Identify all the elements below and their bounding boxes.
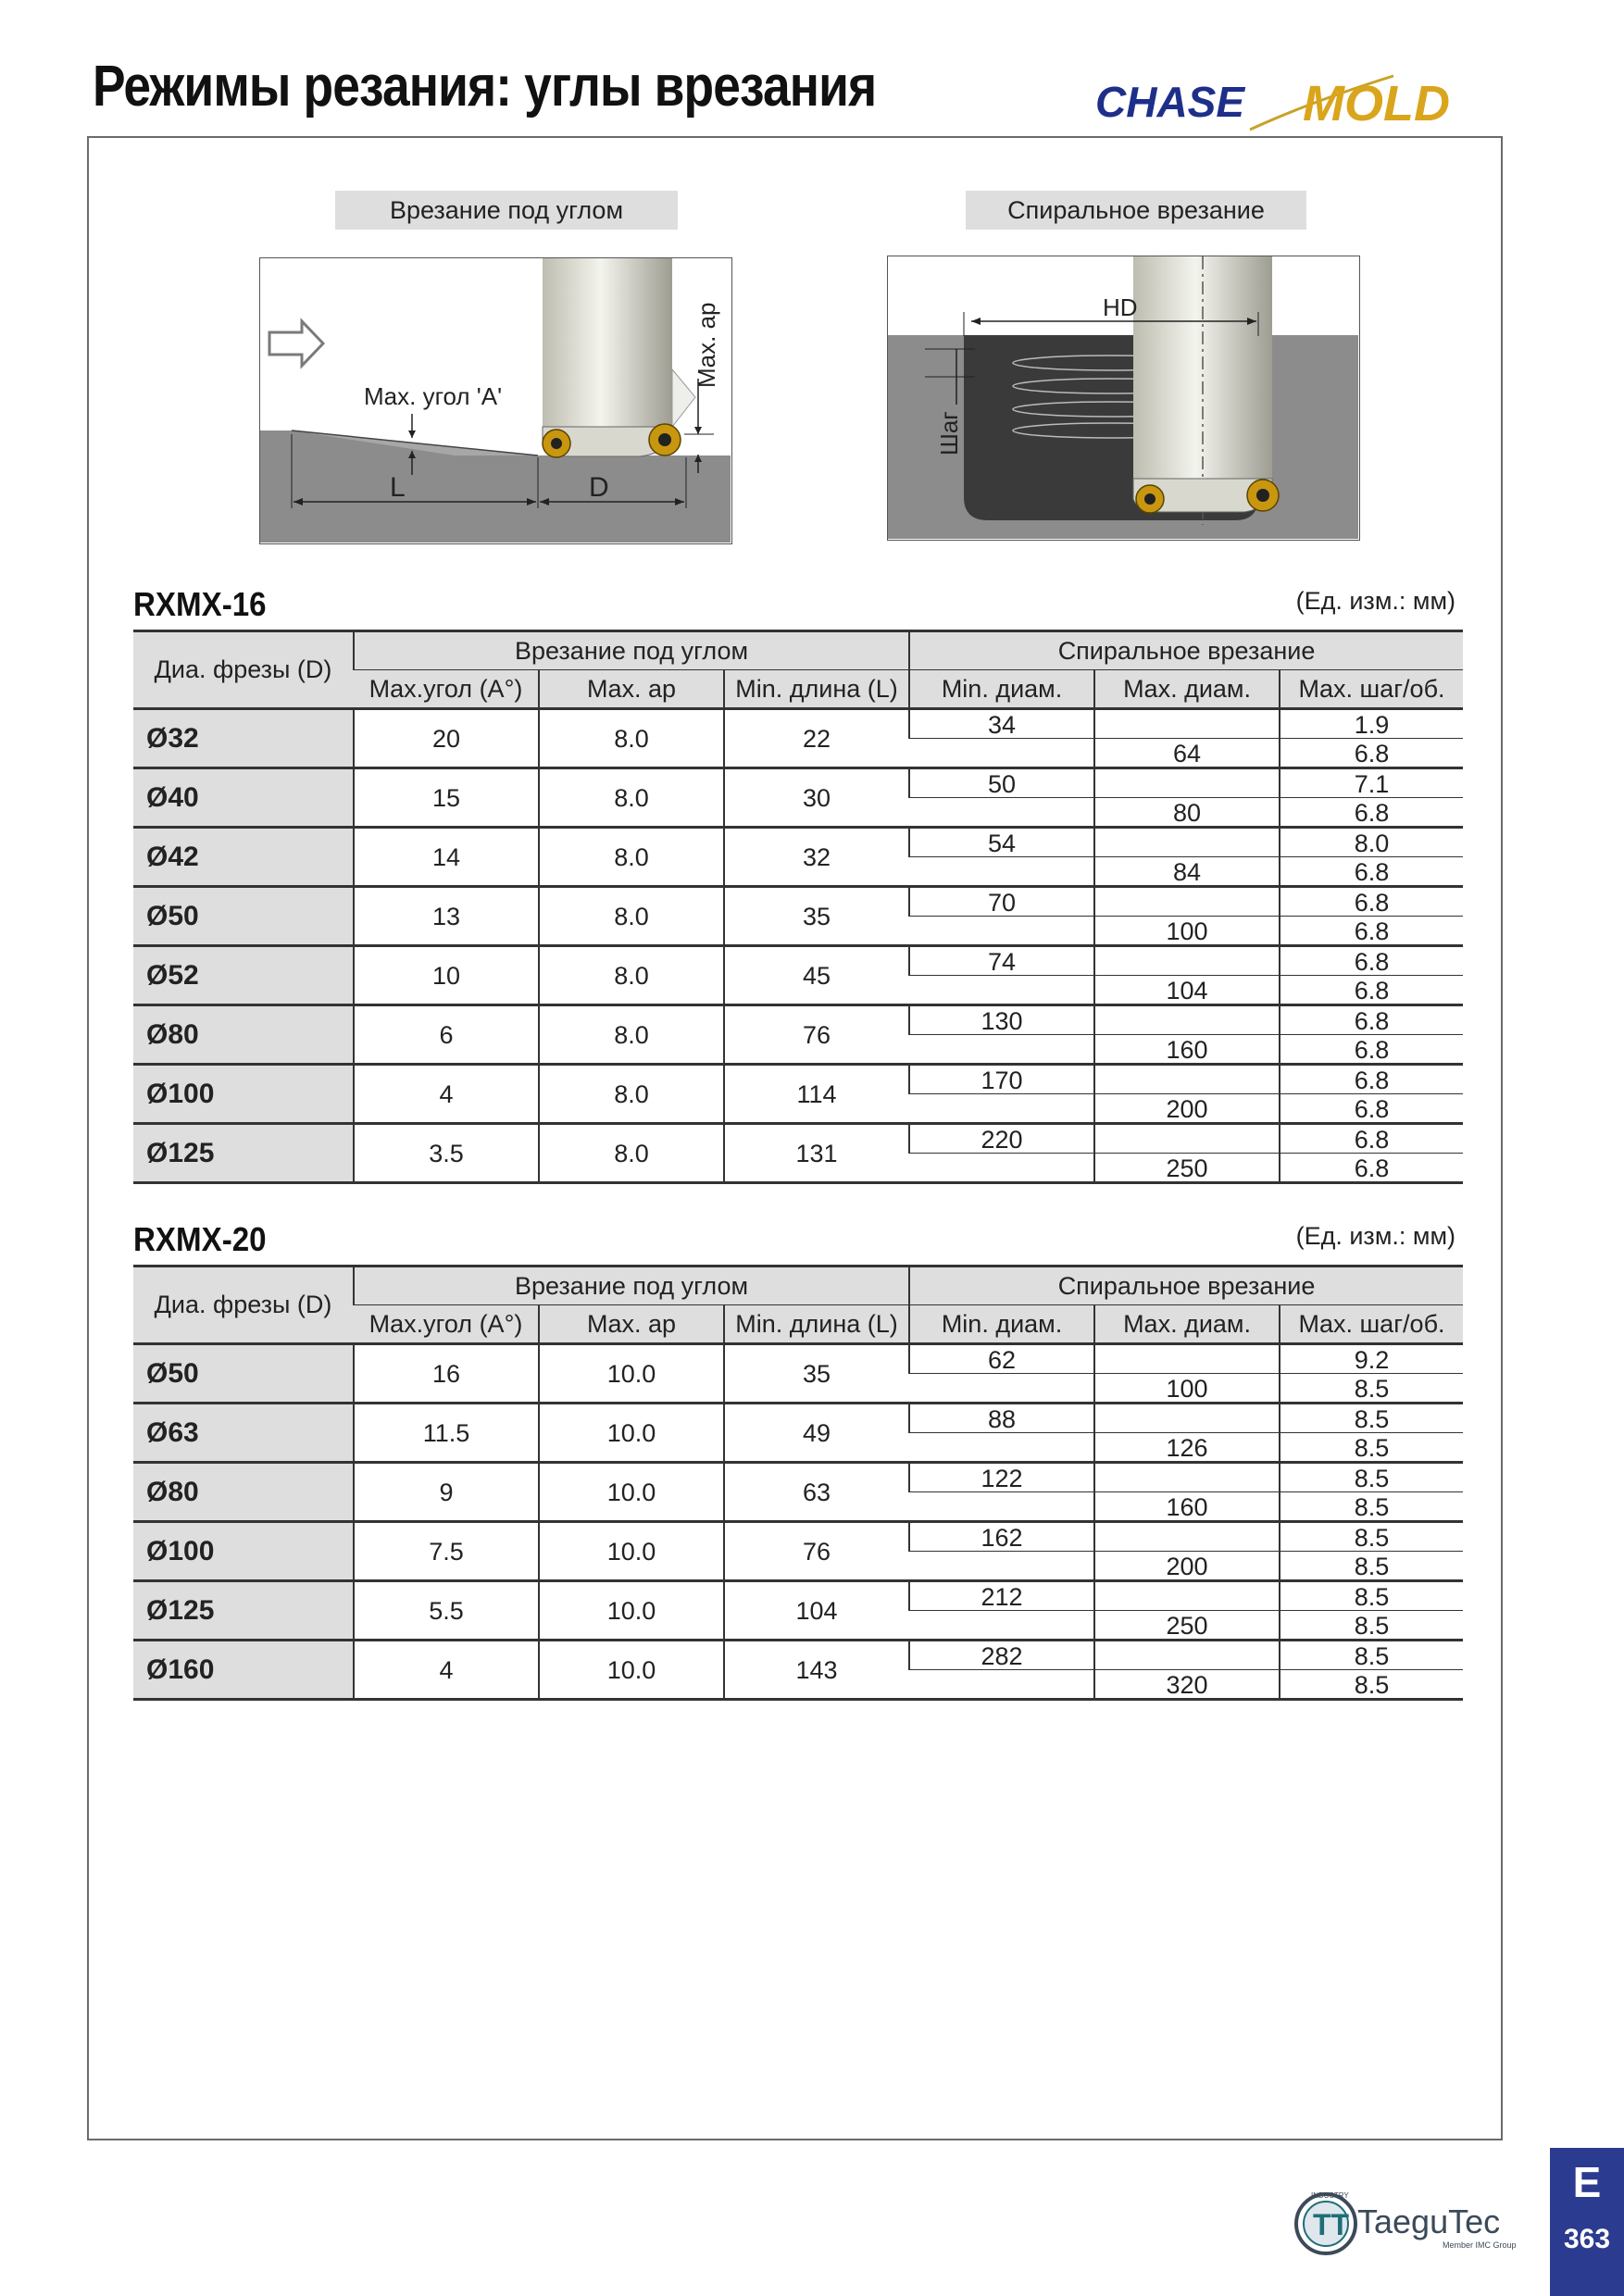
cell-min-dia-empty bbox=[909, 1492, 1094, 1522]
cell-min-length: 32 bbox=[724, 828, 909, 887]
cell-max-angle: 9 bbox=[354, 1463, 539, 1522]
units-note: (Ед. изм.: мм) bbox=[1295, 587, 1455, 615]
cell-pitch-at-min: 8.5 bbox=[1280, 1522, 1463, 1552]
pitch-label: Шаг bbox=[935, 411, 963, 455]
cell-diameter: Ø50 bbox=[133, 1344, 354, 1404]
cell-max-dia: 160 bbox=[1094, 1492, 1280, 1522]
cell-pitch-at-max: 6.8 bbox=[1280, 739, 1463, 768]
cell-max-angle: 20 bbox=[354, 709, 539, 768]
cell-max-dia-empty bbox=[1094, 1124, 1280, 1154]
cell-min-dia-empty bbox=[909, 1611, 1094, 1641]
brand-part1: CHASE bbox=[1095, 78, 1245, 126]
cell-pitch-at-max: 8.5 bbox=[1280, 1492, 1463, 1522]
cell-diameter: Ø63 bbox=[133, 1404, 354, 1463]
cell-pitch-at-max: 8.5 bbox=[1280, 1670, 1463, 1700]
cell-max-dia-empty bbox=[1094, 1005, 1280, 1035]
logo-text: TaeguTec bbox=[1357, 2202, 1501, 2240]
ramp-diagram-caption: Врезание под углом bbox=[335, 191, 678, 230]
col-max-ap-header: Max. ap bbox=[539, 670, 724, 709]
col-max-angle-header: Max.угол (A°) bbox=[354, 1305, 539, 1344]
cell-max-dia-empty bbox=[1094, 1463, 1280, 1492]
table-title-rxmx20: RXMX-20 bbox=[133, 1220, 267, 1258]
cell-max-dia: 250 bbox=[1094, 1154, 1280, 1183]
cell-pitch-at-max: 6.8 bbox=[1280, 798, 1463, 828]
cell-max-angle: 3.5 bbox=[354, 1124, 539, 1183]
cell-pitch-at-min: 7.1 bbox=[1280, 768, 1463, 798]
cell-min-dia-empty bbox=[909, 917, 1094, 946]
cell-min-dia-empty bbox=[909, 739, 1094, 768]
cell-max-dia: 104 bbox=[1094, 976, 1280, 1005]
cell-max-ap: 8.0 bbox=[539, 887, 724, 946]
cell-min-length: 63 bbox=[724, 1463, 909, 1522]
cell-min-dia: 130 bbox=[909, 1005, 1094, 1035]
cell-min-length: 35 bbox=[724, 1344, 909, 1404]
section-tab bbox=[1550, 2148, 1624, 2296]
table-row bbox=[133, 1641, 1463, 1670]
cell-max-dia-empty bbox=[1094, 1065, 1280, 1094]
cell-pitch-at-max: 6.8 bbox=[1280, 1094, 1463, 1124]
cell-max-dia: 126 bbox=[1094, 1433, 1280, 1463]
diameter-D-label: D bbox=[589, 472, 609, 503]
ramp-diagram-drawing bbox=[260, 258, 731, 543]
logo-small-text: Member IMC Group bbox=[1443, 2240, 1517, 2250]
cell-max-dia-empty bbox=[1094, 1404, 1280, 1433]
cell-max-dia-empty bbox=[1094, 768, 1280, 798]
cell-pitch-at-min: 6.8 bbox=[1280, 1124, 1463, 1154]
cell-pitch-at-max: 8.5 bbox=[1280, 1552, 1463, 1581]
cell-min-dia: 62 bbox=[909, 1344, 1094, 1374]
col-dia-header: Диа. фрезы (D) bbox=[133, 631, 354, 709]
spec-table-rxmx16 bbox=[133, 630, 1463, 1184]
col-max-dia-header: Max. диам. bbox=[1094, 1305, 1280, 1344]
section-letter: E bbox=[1572, 2158, 1602, 2206]
cell-min-length: 30 bbox=[724, 768, 909, 828]
cell-diameter: Ø52 bbox=[133, 946, 354, 1005]
cell-min-length: 35 bbox=[724, 887, 909, 946]
cell-max-dia-empty bbox=[1094, 709, 1280, 739]
cell-pitch-at-max: 8.5 bbox=[1280, 1374, 1463, 1404]
cell-max-dia-empty bbox=[1094, 828, 1280, 857]
cell-max-angle: 7.5 bbox=[354, 1522, 539, 1581]
cell-pitch-at-min: 6.8 bbox=[1280, 1005, 1463, 1035]
helix-diameter-label: HD bbox=[1103, 293, 1138, 321]
group-ramp-header: Врезание под углом bbox=[354, 631, 909, 670]
cell-max-angle: 15 bbox=[354, 768, 539, 828]
cell-min-length: 76 bbox=[724, 1005, 909, 1065]
helix-diagram-drawing bbox=[888, 256, 1358, 539]
group-helix-header: Спиральное врезание bbox=[909, 1267, 1463, 1305]
cell-diameter: Ø32 bbox=[133, 709, 354, 768]
cell-min-dia: 70 bbox=[909, 887, 1094, 917]
cell-pitch-at-min: 6.8 bbox=[1280, 946, 1463, 976]
cell-max-dia-empty bbox=[1094, 887, 1280, 917]
cell-max-ap: 10.0 bbox=[539, 1463, 724, 1522]
cell-min-dia: 282 bbox=[909, 1641, 1094, 1670]
cell-max-ap: 8.0 bbox=[539, 709, 724, 768]
cell-max-ap: 10.0 bbox=[539, 1641, 724, 1700]
cell-pitch-at-max: 6.8 bbox=[1280, 1035, 1463, 1065]
units-note: (Ед. изм.: мм) bbox=[1295, 1222, 1455, 1250]
cell-min-dia: 50 bbox=[909, 768, 1094, 798]
table-row bbox=[133, 1522, 1463, 1552]
col-max-pitch-header: Max. шаг/об. bbox=[1280, 670, 1463, 709]
cell-pitch-at-min: 8.0 bbox=[1280, 828, 1463, 857]
cell-diameter: Ø42 bbox=[133, 828, 354, 887]
table-row bbox=[133, 1065, 1463, 1094]
table-row bbox=[133, 709, 1463, 739]
cell-min-length: 104 bbox=[724, 1581, 909, 1641]
cell-max-ap: 8.0 bbox=[539, 1005, 724, 1065]
taegutec-logo bbox=[1289, 2187, 1530, 2261]
col-min-dia-header: Min. диам. bbox=[909, 1305, 1094, 1344]
col-max-pitch-header: Max. шаг/об. bbox=[1280, 1305, 1463, 1344]
cell-max-ap: 8.0 bbox=[539, 828, 724, 887]
cell-max-dia: 84 bbox=[1094, 857, 1280, 887]
cell-pitch-at-max: 6.8 bbox=[1280, 857, 1463, 887]
cell-min-dia-empty bbox=[909, 857, 1094, 887]
col-max-dia-header: Max. диам. bbox=[1094, 670, 1280, 709]
table-row bbox=[133, 887, 1463, 917]
col-max-angle-header: Max.угол (A°) bbox=[354, 670, 539, 709]
cell-min-length: 45 bbox=[724, 946, 909, 1005]
cell-pitch-at-min: 1.9 bbox=[1280, 709, 1463, 739]
cell-pitch-at-min: 8.5 bbox=[1280, 1404, 1463, 1433]
cell-diameter: Ø40 bbox=[133, 768, 354, 828]
cell-pitch-at-min: 9.2 bbox=[1280, 1344, 1463, 1374]
cell-max-ap: 8.0 bbox=[539, 946, 724, 1005]
cell-max-angle: 16 bbox=[354, 1344, 539, 1404]
length-L-label: L bbox=[390, 472, 406, 503]
cell-diameter: Ø125 bbox=[133, 1581, 354, 1641]
cell-min-dia: 170 bbox=[909, 1065, 1094, 1094]
table-row bbox=[133, 1581, 1463, 1611]
cell-max-dia: 100 bbox=[1094, 917, 1280, 946]
cell-min-dia-empty bbox=[909, 1035, 1094, 1065]
cell-max-dia: 160 bbox=[1094, 1035, 1280, 1065]
cell-diameter: Ø100 bbox=[133, 1065, 354, 1124]
end-mill-tool bbox=[543, 258, 672, 427]
group-helix-header: Спиральное врезание bbox=[909, 631, 1463, 670]
col-min-length-header: Min. длина (L) bbox=[724, 670, 909, 709]
col-min-dia-header: Min. диам. bbox=[909, 670, 1094, 709]
feed-direction-arrow bbox=[269, 321, 323, 366]
cell-min-dia-empty bbox=[909, 1374, 1094, 1404]
cell-max-angle: 14 bbox=[354, 828, 539, 887]
cell-pitch-at-min: 8.5 bbox=[1280, 1581, 1463, 1611]
cell-pitch-at-min: 6.8 bbox=[1280, 887, 1463, 917]
page-number: 363 bbox=[1563, 2224, 1611, 2254]
cell-min-dia: 122 bbox=[909, 1463, 1094, 1492]
cell-max-dia-empty bbox=[1094, 1522, 1280, 1552]
cell-max-ap: 8.0 bbox=[539, 1065, 724, 1124]
cell-max-dia-empty bbox=[1094, 1641, 1280, 1670]
cell-max-dia: 100 bbox=[1094, 1374, 1280, 1404]
cell-pitch-at-min: 8.5 bbox=[1280, 1463, 1463, 1492]
cell-min-dia: 220 bbox=[909, 1124, 1094, 1154]
chasemold-logo bbox=[1088, 65, 1514, 139]
cell-max-ap: 8.0 bbox=[539, 1124, 724, 1183]
cell-min-dia: 88 bbox=[909, 1404, 1094, 1433]
table-row bbox=[133, 1124, 1463, 1154]
cell-max-ap: 10.0 bbox=[539, 1581, 724, 1641]
cell-max-dia: 200 bbox=[1094, 1552, 1280, 1581]
cell-pitch-at-max: 6.8 bbox=[1280, 917, 1463, 946]
cell-max-dia: 250 bbox=[1094, 1611, 1280, 1641]
cell-min-dia: 212 bbox=[909, 1581, 1094, 1611]
page-title: Режимы резания: углы врезания bbox=[93, 55, 877, 119]
helix-diagram-caption: Спиральное врезание bbox=[966, 191, 1306, 230]
cell-max-angle: 6 bbox=[354, 1005, 539, 1065]
cell-max-angle: 11.5 bbox=[354, 1404, 539, 1463]
group-ramp-header: Врезание под углом bbox=[354, 1267, 909, 1305]
brand-part2: MOLD bbox=[1303, 76, 1450, 131]
cell-max-angle: 13 bbox=[354, 887, 539, 946]
cell-diameter: Ø160 bbox=[133, 1641, 354, 1700]
cell-max-angle: 5.5 bbox=[354, 1581, 539, 1641]
cell-min-dia-empty bbox=[909, 976, 1094, 1005]
cell-max-angle: 10 bbox=[354, 946, 539, 1005]
logo-ring-text: INDUSTRY bbox=[1311, 2191, 1349, 2200]
cell-diameter: Ø100 bbox=[133, 1522, 354, 1581]
cell-max-ap: 10.0 bbox=[539, 1344, 724, 1404]
table-row bbox=[133, 1404, 1463, 1433]
cell-max-ap: 8.0 bbox=[539, 768, 724, 828]
table-row bbox=[133, 1344, 1463, 1374]
cell-min-dia-empty bbox=[909, 1094, 1094, 1124]
cell-min-dia: 162 bbox=[909, 1522, 1094, 1552]
cell-pitch-at-max: 8.5 bbox=[1280, 1611, 1463, 1641]
cell-min-dia-empty bbox=[909, 1670, 1094, 1700]
col-min-length-header: Min. длина (L) bbox=[724, 1305, 909, 1344]
cell-min-dia: 54 bbox=[909, 828, 1094, 857]
cell-pitch-at-max: 8.5 bbox=[1280, 1433, 1463, 1463]
cell-max-dia: 320 bbox=[1094, 1670, 1280, 1700]
helix-diagram bbox=[887, 256, 1360, 541]
table-row bbox=[133, 1463, 1463, 1492]
cell-min-dia-empty bbox=[909, 1433, 1094, 1463]
cell-min-dia: 34 bbox=[909, 709, 1094, 739]
col-max-ap-header: Max. ap bbox=[539, 1305, 724, 1344]
col-dia-header: Диа. фрезы (D) bbox=[133, 1267, 354, 1344]
cell-max-dia: 80 bbox=[1094, 798, 1280, 828]
cell-min-length: 114 bbox=[724, 1065, 909, 1124]
table-row bbox=[133, 946, 1463, 976]
cell-min-length: 49 bbox=[724, 1404, 909, 1463]
table-title-rxmx16: RXMX-16 bbox=[133, 585, 267, 623]
cell-pitch-at-min: 6.8 bbox=[1280, 1065, 1463, 1094]
cell-diameter: Ø125 bbox=[133, 1124, 354, 1183]
cell-max-dia-empty bbox=[1094, 1344, 1280, 1374]
max-ap-label: Max. ap bbox=[693, 302, 720, 388]
cell-pitch-at-min: 8.5 bbox=[1280, 1641, 1463, 1670]
cell-max-ap: 10.0 bbox=[539, 1404, 724, 1463]
table-row bbox=[133, 828, 1463, 857]
cell-min-length: 143 bbox=[724, 1641, 909, 1700]
cell-max-dia: 64 bbox=[1094, 739, 1280, 768]
cell-min-dia: 74 bbox=[909, 946, 1094, 976]
table-row bbox=[133, 768, 1463, 798]
cell-max-dia-empty bbox=[1094, 946, 1280, 976]
cell-pitch-at-max: 6.8 bbox=[1280, 1154, 1463, 1183]
max-angle-label: Max. угол 'A' bbox=[364, 382, 503, 410]
table-row bbox=[133, 1005, 1463, 1035]
cell-min-length: 76 bbox=[724, 1522, 909, 1581]
cell-min-length: 131 bbox=[724, 1124, 909, 1183]
cell-diameter: Ø80 bbox=[133, 1463, 354, 1522]
cell-max-angle: 4 bbox=[354, 1065, 539, 1124]
cell-diameter: Ø80 bbox=[133, 1005, 354, 1065]
cell-min-dia-empty bbox=[909, 1552, 1094, 1581]
cell-min-dia-empty bbox=[909, 1154, 1094, 1183]
cell-max-dia-empty bbox=[1094, 1581, 1280, 1611]
cell-min-dia-empty bbox=[909, 798, 1094, 828]
cell-min-length: 22 bbox=[724, 709, 909, 768]
cell-max-dia: 200 bbox=[1094, 1094, 1280, 1124]
spec-table-rxmx20 bbox=[133, 1265, 1463, 1701]
cell-pitch-at-max: 6.8 bbox=[1280, 976, 1463, 1005]
cell-max-ap: 10.0 bbox=[539, 1522, 724, 1581]
ramp-diagram bbox=[259, 257, 732, 544]
cell-max-angle: 4 bbox=[354, 1641, 539, 1700]
cell-diameter: Ø50 bbox=[133, 887, 354, 946]
svg-text:TT: TT bbox=[1313, 2208, 1350, 2241]
